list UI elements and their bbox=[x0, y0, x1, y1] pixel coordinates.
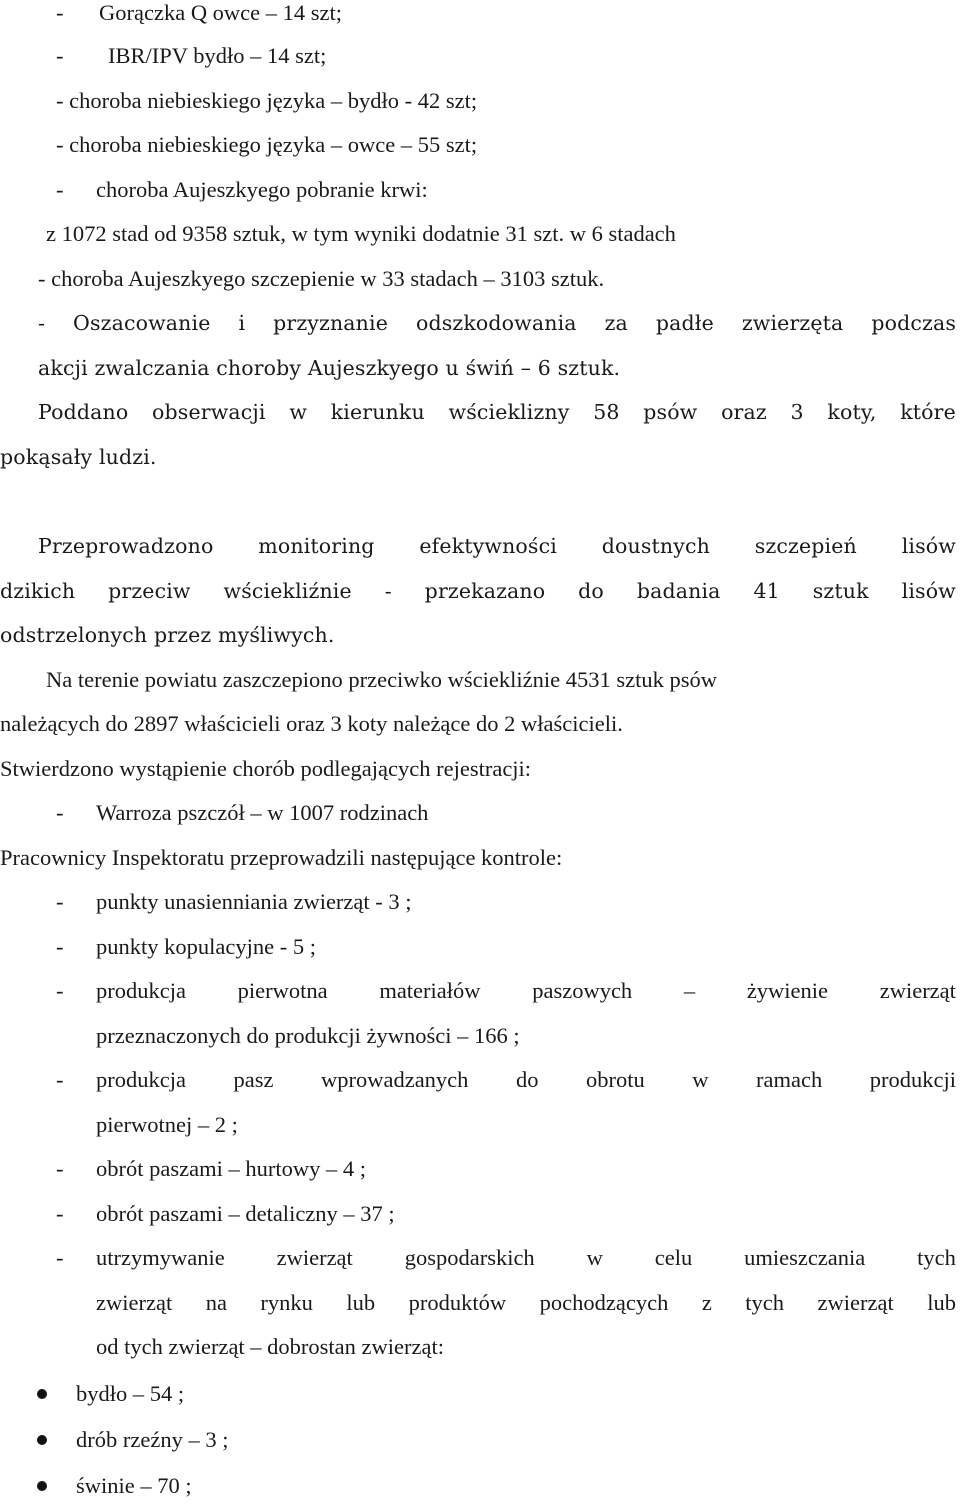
word: lub bbox=[927, 1290, 956, 1315]
justified-line bbox=[96, 1281, 956, 1325]
bullet-icon bbox=[37, 1481, 47, 1491]
bullet-icon bbox=[37, 1389, 47, 1399]
word: szczepień bbox=[754, 534, 857, 558]
paragraph-text: należących do 2897 właścicieli oraz 3 koty należące do 2 właścicieli. bbox=[0, 711, 623, 736]
word: lisów bbox=[901, 579, 956, 603]
word: rynku bbox=[260, 1290, 313, 1315]
word: Poddano bbox=[38, 400, 129, 424]
word: Przeprowadzono bbox=[38, 534, 214, 558]
dash-marker: - bbox=[56, 978, 64, 1003]
dash-marker: - bbox=[56, 889, 64, 914]
list-item-text: choroba Aujeszkyego pobranie krwi: bbox=[96, 177, 428, 202]
word: do bbox=[578, 579, 604, 603]
word: w bbox=[692, 1067, 709, 1092]
word: tych bbox=[917, 1245, 956, 1270]
word: tych bbox=[745, 1290, 785, 1315]
word: paszowych bbox=[532, 978, 633, 1003]
paragraph-text: pokąsały ludzi. bbox=[0, 445, 157, 469]
word: 3 bbox=[790, 400, 804, 424]
justified-line bbox=[96, 969, 956, 1013]
word: przyznanie bbox=[273, 311, 389, 335]
word: i bbox=[238, 311, 246, 335]
list-item-text: punkty unasienniania zwierząt - 3 ; bbox=[96, 889, 412, 914]
list-item-text: punkty kopulacyjne - 5 ; bbox=[96, 934, 316, 959]
word: - bbox=[38, 311, 46, 335]
word: które bbox=[900, 400, 956, 424]
word: obserwacji bbox=[152, 400, 266, 424]
word: materiałów bbox=[379, 978, 481, 1003]
word: w bbox=[586, 1245, 603, 1270]
justified-line bbox=[38, 524, 956, 568]
word: psów bbox=[643, 400, 698, 424]
word: do bbox=[515, 1067, 539, 1092]
word: zwierzęta bbox=[741, 311, 844, 335]
word: produktów bbox=[408, 1290, 507, 1315]
list-item-text: - choroba niebieskiego języka – owce – 55 szt; bbox=[56, 132, 478, 157]
paragraph-text: Na terenie powiatu zaszczepiono przeciwko wściekliźnie 4531 sztuk psów bbox=[46, 667, 718, 692]
word: 41 bbox=[753, 579, 780, 603]
word: z bbox=[701, 1290, 712, 1315]
bullet-item-text: drób rzeźny – 3 ; bbox=[76, 1427, 229, 1452]
word: przekazano bbox=[424, 579, 546, 603]
word: 58 bbox=[593, 400, 620, 424]
word: lub bbox=[346, 1290, 376, 1315]
bullet-icon bbox=[37, 1435, 47, 1445]
word: produkcja bbox=[96, 1067, 186, 1092]
dash-marker: - bbox=[56, 177, 64, 202]
section-heading: Stwierdzono wystąpienie chorób podlegających rejestracji: bbox=[0, 756, 532, 781]
word: oraz bbox=[721, 400, 767, 424]
list-item-text: Gorączka Q owce – 14 szt; bbox=[99, 0, 343, 25]
word: – bbox=[683, 978, 696, 1003]
word: na bbox=[205, 1290, 227, 1315]
word: dzikich bbox=[0, 579, 76, 603]
dash-marker: - bbox=[56, 800, 64, 825]
bullet-item-text: bydło – 54 ; bbox=[76, 1381, 185, 1406]
word: ramach bbox=[755, 1067, 823, 1092]
word: produkcja bbox=[96, 978, 186, 1003]
paragraph-text: akcji zwalczania choroby Aujeszkyego u świń – 6 sztuk. bbox=[38, 356, 621, 380]
word: koty, bbox=[827, 400, 877, 424]
justified-line bbox=[38, 301, 956, 345]
word: sztuk bbox=[812, 579, 869, 603]
word: pochodzących bbox=[539, 1290, 669, 1315]
word: podczas bbox=[871, 311, 956, 335]
word: przeciw bbox=[108, 579, 191, 603]
word: Oszacowanie bbox=[73, 311, 211, 335]
word: - bbox=[384, 579, 392, 603]
section-heading: Pracownicy Inspektoratu przeprowadzili następujące kontrole: bbox=[0, 845, 563, 870]
word: padłe bbox=[655, 311, 714, 335]
dash-marker: - bbox=[56, 1201, 64, 1226]
dash-marker: - bbox=[56, 43, 64, 68]
word: zwierząt bbox=[879, 978, 956, 1003]
word: żywienie bbox=[746, 978, 829, 1003]
paragraph-text: odstrzelonych przez myśliwych. bbox=[0, 623, 335, 647]
list-item-text: przeznaczonych do produkcji żywności – 166 ; bbox=[96, 1023, 520, 1048]
word: doustnych bbox=[601, 534, 710, 558]
word: lisów bbox=[901, 534, 956, 558]
justified-line bbox=[96, 1058, 956, 1102]
word: odszkodowania bbox=[415, 311, 577, 335]
word: monitoring bbox=[258, 534, 375, 558]
bullet-item-text: świnie – 70 ; bbox=[76, 1473, 192, 1498]
list-item-text: - choroba niebieskiego języka – bydło - 42 szt; bbox=[56, 88, 478, 113]
list-item-text: pierwotnej – 2 ; bbox=[96, 1112, 238, 1137]
word: gospodarskich bbox=[404, 1245, 535, 1270]
word: zwierząt bbox=[96, 1290, 173, 1315]
word: pierwotna bbox=[237, 978, 328, 1003]
justified-line bbox=[0, 569, 956, 613]
word: pasz bbox=[233, 1067, 274, 1092]
word: wścieklizny bbox=[448, 400, 570, 424]
word: zwierząt bbox=[276, 1245, 353, 1270]
list-item-text: - choroba Aujeszkyego szczepienie w 33 stadach – 3103 sztuk. bbox=[38, 266, 605, 291]
dash-marker: - bbox=[56, 1067, 64, 1092]
list-item-text: obrót paszami – detaliczny – 37 ; bbox=[96, 1201, 395, 1226]
word: w bbox=[289, 400, 308, 424]
word: wściekliźnie bbox=[223, 579, 352, 603]
word: kierunku bbox=[330, 400, 425, 424]
word: za bbox=[604, 311, 628, 335]
dash-marker: - bbox=[56, 1156, 64, 1181]
word: wprowadzanych bbox=[320, 1067, 469, 1092]
word: obrotu bbox=[585, 1067, 645, 1092]
dash-marker: - bbox=[56, 934, 64, 959]
list-item-text: obrót paszami – hurtowy – 4 ; bbox=[96, 1156, 366, 1181]
dash-marker: - bbox=[56, 0, 64, 25]
word: zwierząt bbox=[817, 1290, 894, 1315]
list-item-text: od tych zwierząt – dobrostan zwierząt: bbox=[96, 1334, 444, 1359]
list-item-text: IBR/IPV bydło – 14 szt; bbox=[108, 43, 327, 68]
word: utrzymywanie bbox=[96, 1245, 225, 1270]
word: produkcji bbox=[869, 1067, 956, 1092]
word: badania bbox=[636, 579, 721, 603]
word: umieszczania bbox=[744, 1245, 866, 1270]
word: efektywności bbox=[419, 534, 557, 558]
justified-line bbox=[96, 1236, 956, 1280]
list-item-text: z 1072 stad od 9358 sztuk, w tym wyniki dodatnie 31 szt. w 6 stadach bbox=[46, 221, 676, 246]
list-item-text: Warroza pszczół – w 1007 rodzinach bbox=[96, 800, 429, 825]
justified-line bbox=[38, 390, 956, 434]
dash-marker: - bbox=[56, 1245, 64, 1270]
word: celu bbox=[654, 1245, 693, 1270]
